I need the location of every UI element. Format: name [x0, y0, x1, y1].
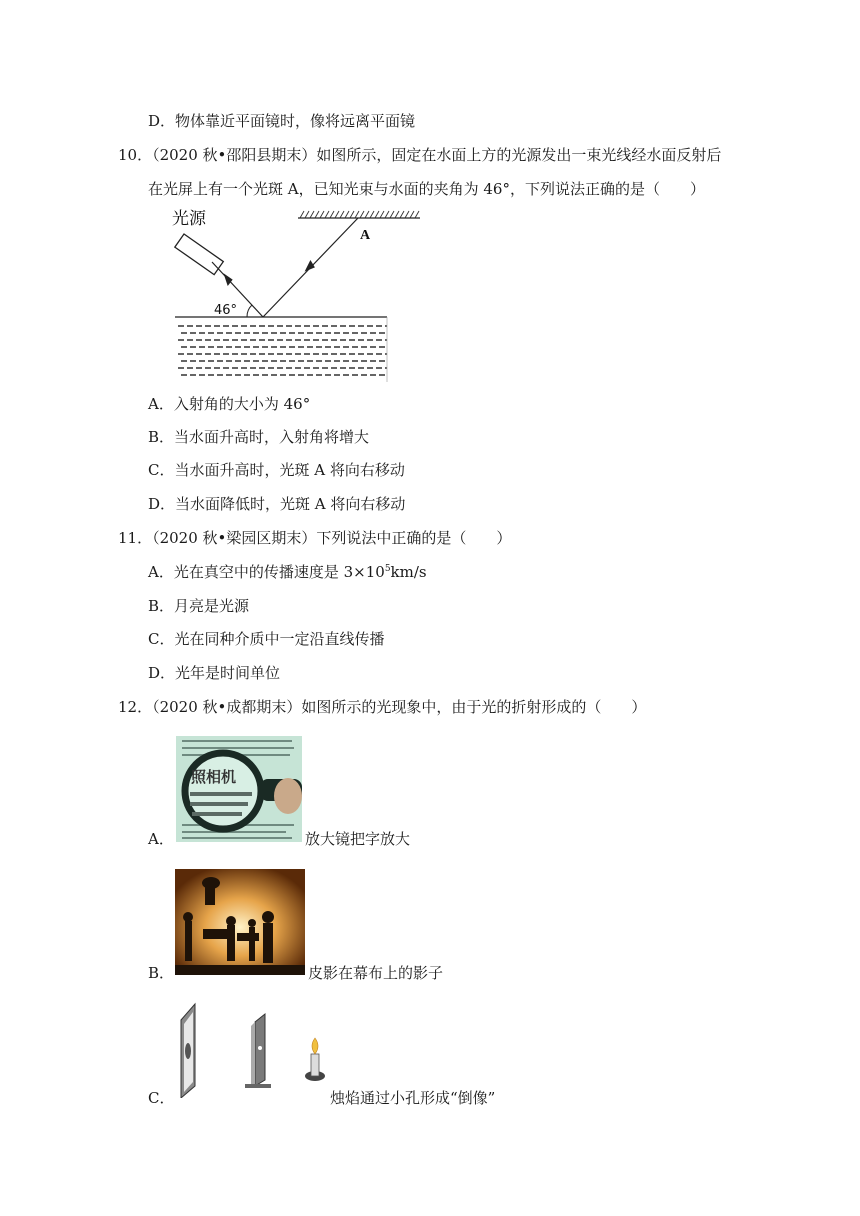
q11-option-d: D．光年是时间单位 — [148, 664, 281, 682]
flame-icon — [312, 1038, 318, 1054]
q10-stem-line1: 10．（2020 秋•邵阳县期末）如图所示，固定在水面上方的光源发出一束光线经水面反射后 — [118, 146, 722, 164]
q12-stem: 12．（2020 秋•成都期末）如图所示的光现象中，由于光的折射形成的（ ） — [118, 698, 647, 716]
q12-option-a-text: 放大镜把字放大 — [305, 830, 411, 848]
angle-label: 46° — [214, 303, 238, 318]
water-body — [178, 326, 387, 375]
q11-stem: 11．（2020 秋•梁园区期末）下列说法中正确的是（ ） — [118, 529, 512, 547]
candle-icon — [311, 1054, 319, 1076]
q11-option-b: B．月亮是光源 — [148, 597, 250, 615]
q12-option-b-text: 皮影在幕布上的影子 — [308, 964, 444, 982]
q10-stem-line2: 在光屏上有一个光斑 A，已知光束与水面的夹角为 46°，下列说法正确的是（ ） — [148, 180, 705, 198]
magnifier-photo — [176, 736, 302, 842]
light-spot-label: A — [360, 228, 371, 243]
q9-option-d: D．物体靠近平面镜时，像将远离平面镜 — [148, 112, 416, 130]
q11-option-a: A．光在真空中的传播速度是 $3\times 10^5km/s$ — [148, 563, 427, 581]
q10-option-a: A．入射角的大小为 46° — [148, 395, 311, 413]
q10-option-d: D．当水面降低时，光斑 A 将向右移动 — [148, 495, 406, 513]
light-source-icon — [175, 234, 223, 275]
pinhole-camera-diagram — [175, 998, 335, 1098]
q12-option-b-letter: B． — [148, 964, 175, 982]
shadow-puppet-photo — [175, 869, 305, 975]
q12-option-c-text: 烛焰通过小孔形成“倒像” — [330, 1089, 496, 1107]
q12-option-c-letter: C． — [148, 1089, 175, 1107]
magnifier-lens-text: 照相机 — [191, 768, 237, 786]
q10-option-b: B．当水面升高时，入射角将增大 — [148, 428, 370, 446]
magnifier-lens-icon — [185, 753, 261, 829]
q10-option-c: C．当水面升高时，光斑 A 将向右移动 — [148, 461, 405, 479]
q10-reflection-diagram — [170, 204, 420, 384]
q11-option-c: C．光在同种介质中一定沿直线传播 — [148, 630, 385, 648]
q12-option-a-letter: A． — [148, 830, 174, 848]
reflected-arrow-icon — [305, 260, 316, 273]
light-source-label: 光源 — [172, 209, 206, 229]
